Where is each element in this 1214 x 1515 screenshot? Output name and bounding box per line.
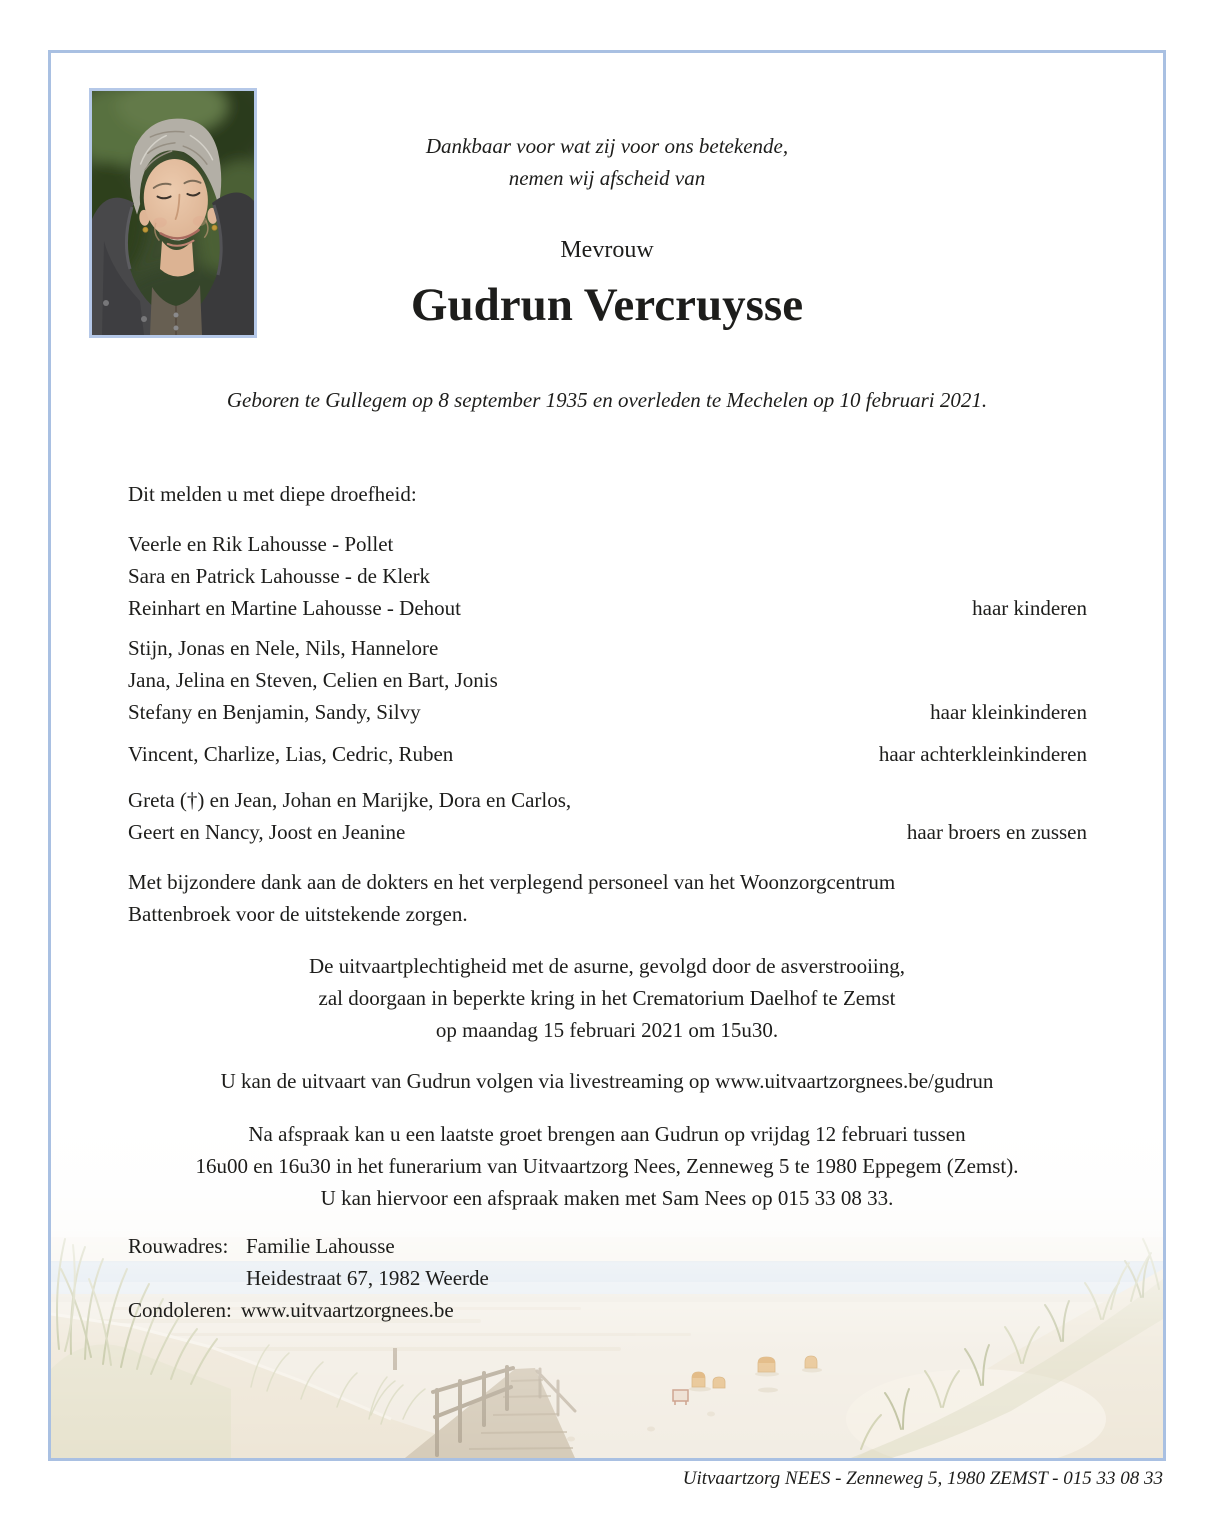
thanks-paragraph bbox=[128, 866, 1087, 930]
intro-line-1: Dankbaar voor wat zij voor ons betekende, bbox=[425, 134, 789, 158]
deceased-name: Gudrun Vercruysse bbox=[410, 279, 804, 331]
family-line: Greta (†) en Jean, Johan en Marijke, Dora en Carlos, bbox=[128, 788, 572, 812]
relation-label-siblings: haar broers en zussen bbox=[906, 820, 1087, 844]
mourning-address-name: Familie Lahousse bbox=[246, 1234, 395, 1258]
intro-lines bbox=[51, 130, 1163, 194]
visitation-line-3: U kan hiervoor een afspraak maken met Sam Nees op 015 33 08 33. bbox=[320, 1186, 894, 1210]
funeral-home-footer: Uitvaartzorg NEES - Zenneweg 5, 1980 ZEMST - 015 33 08 33 bbox=[682, 1468, 1163, 1489]
mourning-address-label: Rouwadres: bbox=[128, 1234, 229, 1258]
family-line: Stefany en Benjamin, Sandy, Silvy bbox=[128, 700, 421, 724]
ceremony-line-3: op maandag 15 februari 2021 om 15u30. bbox=[435, 1018, 779, 1042]
earring-left bbox=[143, 227, 148, 232]
family-line: Jana, Jelina en Steven, Celien en Bart, Jonis bbox=[128, 668, 498, 692]
thanks-line-1: Met bijzondere dank aan de dokters en het verplegend personeel van het Woonzorgcentrum bbox=[128, 870, 896, 894]
visitation-line-1: Na afspraak kan u een laatste groet brengen aan Gudrun op vrijdag 12 februari tussen bbox=[248, 1122, 966, 1146]
ceremony-paragraph bbox=[51, 950, 1163, 1046]
family-group-great-grandchildren bbox=[128, 738, 1087, 770]
livestream-line: U kan de uitvaart van Gudrun volgen via livestreaming op www.uitvaartzorgnees.be/gudrun bbox=[220, 1069, 994, 1093]
condolences-label: Condoleren: bbox=[128, 1298, 232, 1322]
thanks-line-2: Battenbroek voor de uitstekende zorgen. bbox=[128, 902, 468, 926]
family-group-grandchildren bbox=[128, 632, 1087, 728]
family-line: Vincent, Charlize, Lias, Cedric, Ruben bbox=[128, 742, 454, 766]
memorial-card bbox=[48, 50, 1166, 1461]
family-line: Stijn, Jonas en Nele, Nils, Hannelore bbox=[128, 636, 439, 660]
family-line: Reinhart en Martine Lahousse - Dehout bbox=[128, 596, 461, 620]
ceremony-line-1: De uitvaartplechtigheid met de asurne, gevolgd door de asverstrooiing, bbox=[309, 954, 905, 978]
visitation-line-2: 16u00 en 16u30 in het funerarium van Uitvaartzorg Nees, Zenneweg 5 te 1980 Eppegem (Zemst). bbox=[195, 1154, 1019, 1178]
earring-right bbox=[212, 225, 217, 230]
condolences-url: www.uitvaartzorgnees.be bbox=[240, 1298, 454, 1322]
relation-label-children: haar kinderen bbox=[972, 596, 1087, 620]
visitation-paragraph bbox=[51, 1118, 1163, 1214]
relation-label-great-grandchildren: haar achterkleinkinderen bbox=[878, 742, 1087, 766]
family-line: Veerle en Rik Lahousse - Pollet bbox=[128, 532, 394, 556]
announcement-line: Dit melden u met diepe droefheid: bbox=[128, 482, 417, 506]
life-dates: Geboren te Gullegem op 8 september 1935 en overleden te Mechelen op 10 februari 2021. bbox=[226, 388, 988, 412]
mourning-address-block bbox=[128, 1230, 1087, 1326]
salutation: Mevrouw bbox=[560, 237, 654, 263]
intro-line-2: nemen wij afscheid van bbox=[508, 166, 706, 190]
family-group-children bbox=[128, 528, 1087, 624]
family-line: Sara en Patrick Lahousse - de Klerk bbox=[128, 564, 431, 588]
mourning-address-street: Heidestraat 67, 1982 Weerde bbox=[246, 1266, 489, 1290]
family-group-siblings bbox=[128, 784, 1087, 848]
relation-label-grandchildren: haar kleinkinderen bbox=[930, 700, 1087, 724]
ceremony-line-2: zal doorgaan in beperkte kring in het Crematorium Daelhof te Zemst bbox=[318, 986, 896, 1010]
family-line: Geert en Nancy, Joost en Jeanine bbox=[128, 820, 406, 844]
